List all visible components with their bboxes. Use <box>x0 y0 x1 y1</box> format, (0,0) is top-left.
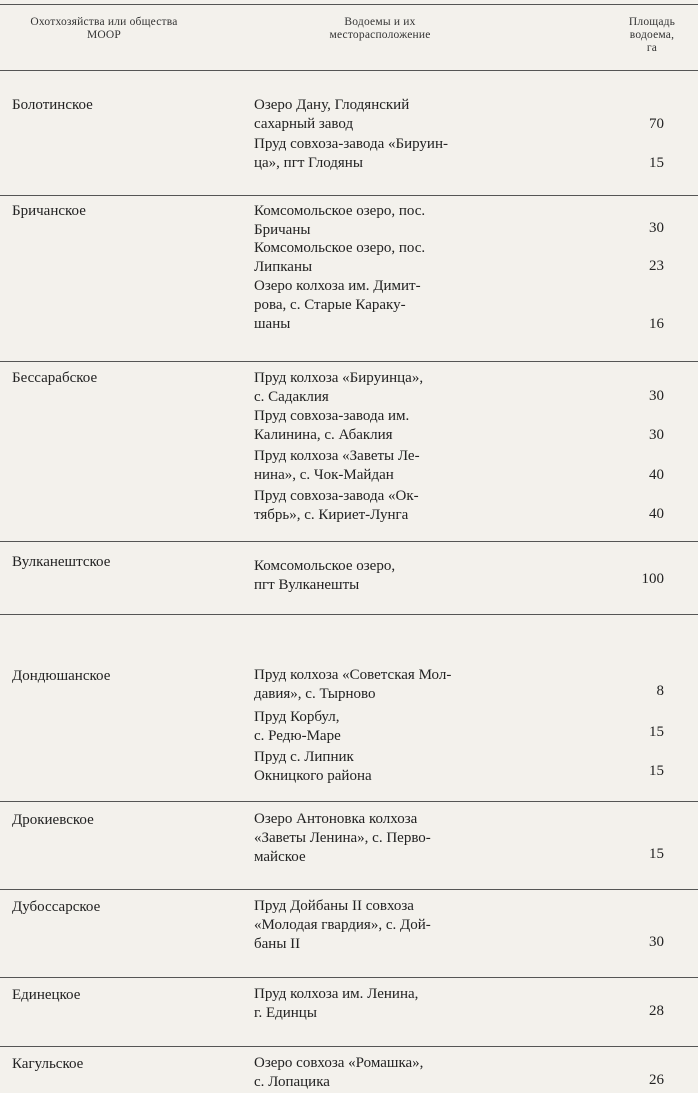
area-value: 15 <box>649 724 664 740</box>
area-value: 23 <box>649 258 664 274</box>
area-value: 15 <box>649 846 664 862</box>
water-body: Комсомольское озеро, пгт Вулканешты <box>254 558 396 593</box>
group-divider <box>0 195 698 196</box>
org-name: Дрокиевское <box>12 812 94 828</box>
area-value: 40 <box>649 467 664 483</box>
group-divider <box>0 361 698 362</box>
header-org: Охотхозяйства или общества МООР <box>30 16 178 41</box>
area-value: 40 <box>649 506 664 522</box>
area-value: 30 <box>649 220 664 236</box>
area-value: 100 <box>641 571 664 587</box>
area-value: 70 <box>649 116 664 132</box>
org-name: Болотинское <box>12 97 93 113</box>
org-name: Дондюшанское <box>12 668 111 684</box>
water-body: Комсомольское озеро, пос. Липканы <box>254 240 426 275</box>
water-body: Пруд колхоза «Советская Мол- давия», с. Тырново <box>254 667 452 702</box>
water-body: Пруд с. Липник Окницкого района <box>254 749 372 784</box>
area-value: 30 <box>649 427 664 443</box>
water-body: Пруд колхоза им. Ленина, г. Единцы <box>254 986 419 1021</box>
water-body: Пруд совхоза-завода «Бируин- ца», пгт Глодяны <box>254 136 448 171</box>
area-value: 15 <box>649 155 664 171</box>
area-value: 8 <box>656 683 664 699</box>
water-body: Озеро Антоновка колхоза «Заветы Ленина», с. Перво- майское <box>254 811 431 865</box>
header-rule <box>0 70 698 71</box>
org-name: Кагульское <box>12 1056 84 1072</box>
org-name: Бессарабское <box>12 370 98 386</box>
water-body: Пруд совхоза-завода им. Калинина, с. Абаклия <box>254 408 410 443</box>
group-divider <box>0 614 698 615</box>
org-name: Единецкое <box>12 987 81 1003</box>
group-divider <box>0 977 698 978</box>
org-name: Бричанское <box>12 203 86 219</box>
area-value: 26 <box>649 1072 664 1088</box>
group-divider <box>0 541 698 542</box>
org-name: Дубоссарское <box>12 899 101 915</box>
water-body: Озеро Дану, Глодянский сахарный завод <box>254 97 410 132</box>
water-body: Пруд совхоза-завода «Ок- тябрь», с. Кириет-Лунга <box>254 488 419 523</box>
water-body: Пруд Дойбаны II совхоза «Молодая гвардия», с. Дой- баны II <box>254 898 431 952</box>
water-body: Озеро колхоза им. Димит- рова, с. Старые Караку- шаны <box>254 278 421 332</box>
header-area: Площадь водоема, га <box>628 16 676 54</box>
water-body: Комсомольское озеро, пос. Бричаны <box>254 203 426 238</box>
water-body: Пруд колхоза «Бируинца», с. Садаклия <box>254 370 424 405</box>
area-value: 30 <box>649 934 664 950</box>
water-body: Озеро совхоза «Ромашка», с. Лопацика <box>254 1055 424 1090</box>
area-value: 15 <box>649 763 664 779</box>
area-value: 16 <box>649 316 664 332</box>
area-value: 28 <box>649 1003 664 1019</box>
area-value: 30 <box>649 388 664 404</box>
water-body: Пруд колхоза «Заветы Ле- нина», с. Чок-Майдан <box>254 448 420 483</box>
group-divider <box>0 889 698 890</box>
top-rule <box>0 4 698 5</box>
group-divider <box>0 1046 698 1047</box>
group-divider <box>0 801 698 802</box>
water-body: Пруд Корбул, с. Редю-Маре <box>254 709 341 744</box>
header-water: Водоемы и их месторасположение <box>329 16 431 41</box>
org-name: Вулканештское <box>12 554 111 570</box>
